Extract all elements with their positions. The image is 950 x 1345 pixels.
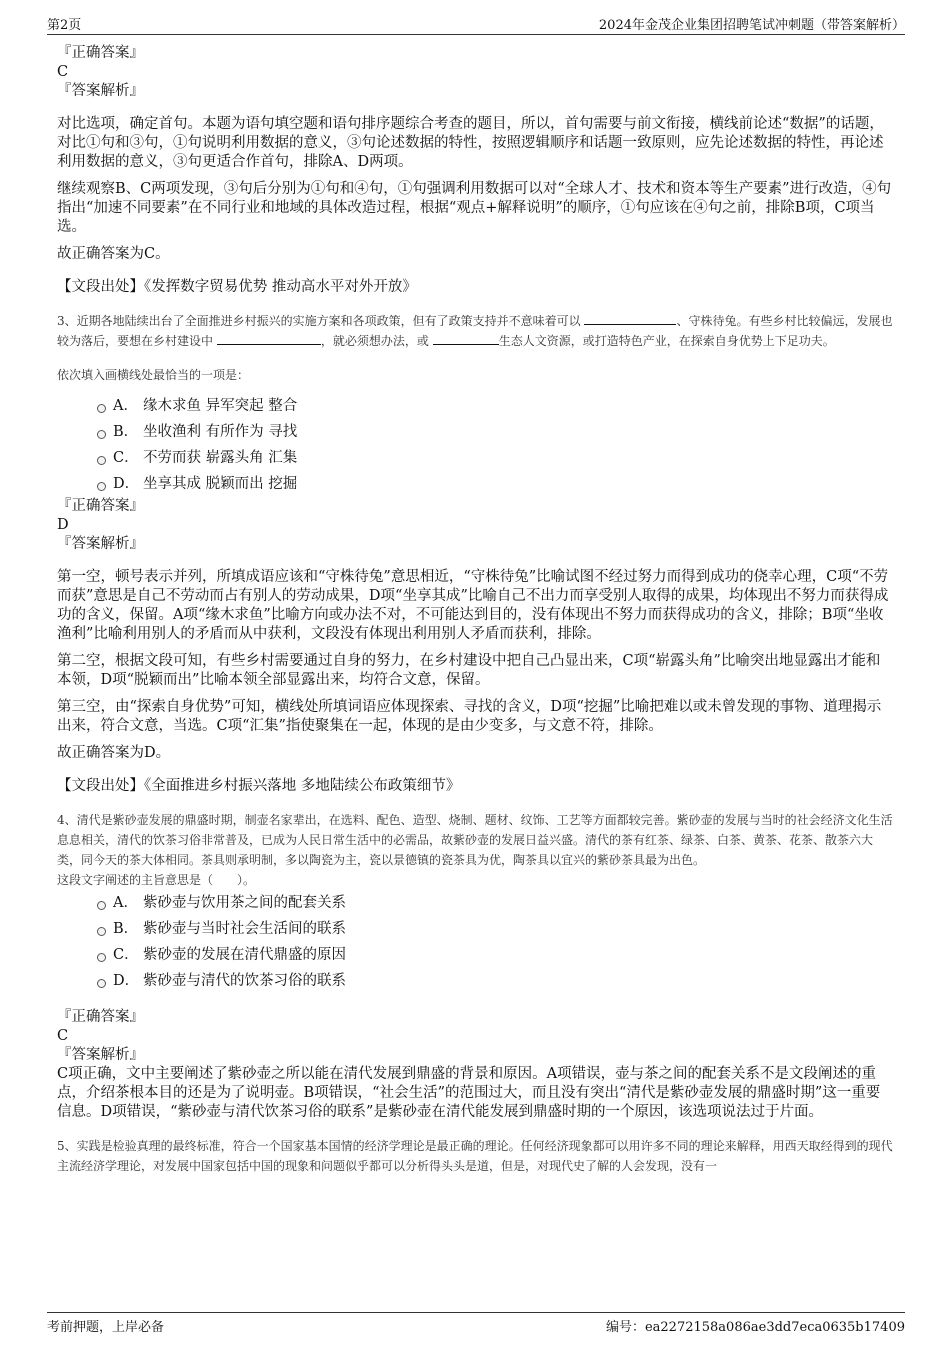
radio-button-icon[interactable] bbox=[97, 927, 106, 936]
document-id: 编号：ea2272158a086ae3dd7eca0635b17409 bbox=[605, 1320, 905, 1335]
analysis-label: 『答案解析』 bbox=[57, 536, 144, 552]
question-prompt: 依次填入画横线处最恰当的一项是： bbox=[57, 368, 250, 382]
analysis-paragraph: 继续观察B、C两项发现，③句后分别为①句和④句，①句强调利用数据可以对“全球人才、技术和资本等生产要素”进行改造，④句指出“加速不同要素”在不同行业和地域的具体改造过程，根据“观点+解释说明”的顺序，①句应该在④句之前，排除B项，C项当选。 bbox=[57, 181, 892, 235]
option-a[interactable]: A． 缘木求鱼 异军突起 整合 bbox=[57, 393, 893, 419]
option-b[interactable]: B． 坐收渔利 有所作为 寻找 bbox=[57, 419, 893, 445]
document-title: 2024年金茂企业集团招聘笔试冲刺题（带答案解析） bbox=[598, 18, 905, 33]
page-footer bbox=[47, 1312, 905, 1335]
radio-button-icon[interactable] bbox=[97, 404, 106, 413]
radio-button-icon[interactable] bbox=[97, 482, 106, 491]
option-a[interactable]: A． 紫砂壶与饮用茶之间的配套关系 bbox=[57, 890, 893, 916]
analysis-paragraph: 故正确答案为C。 bbox=[57, 246, 170, 262]
option-c[interactable]: C． 不劳而获 崭露头角 汇集 bbox=[57, 445, 893, 471]
analysis-paragraph: 第二空，根据文段可知，有些乡村需要通过自身的努力，在乡村建设中把自己凸显出来，C项“崭露头角”比喻突出地显露出才能和本领，D项“脱颖而出”比喻本领全部显露出来，均符合文意，保留。 bbox=[57, 653, 881, 688]
option-c[interactable]: C． 紫砂壶的发展在清代鼎盛的原因 bbox=[57, 942, 893, 968]
question-prompt: 这段文字阐述的主旨意思是（ ）。 bbox=[57, 873, 256, 887]
option-b[interactable]: B． 紫砂壶与当时社会生活间的联系 bbox=[57, 916, 893, 942]
page-header bbox=[47, 12, 905, 35]
source-citation: 【文段出处】《发挥数字贸易优势 推动高水平对外开放》 bbox=[57, 279, 417, 295]
page-content bbox=[57, 44, 893, 1176]
correct-answer: D bbox=[57, 517, 69, 533]
analysis-label: 『答案解析』 bbox=[57, 1047, 144, 1063]
radio-button-icon[interactable] bbox=[97, 953, 106, 962]
answer-label: 『正确答案』 bbox=[57, 1009, 144, 1025]
answer-label: 『正确答案』 bbox=[57, 498, 144, 514]
option-list bbox=[57, 890, 893, 994]
option-list bbox=[57, 393, 893, 497]
option-d[interactable]: D． 坐享其成 脱颖而出 挖掘 bbox=[57, 471, 893, 497]
page-number: 第2页 bbox=[47, 18, 82, 33]
footer-slogan: 考前押题，上岸必备 bbox=[47, 1320, 165, 1335]
radio-button-icon[interactable] bbox=[97, 901, 106, 910]
correct-answer: C bbox=[57, 64, 69, 80]
correct-answer: C bbox=[57, 1028, 69, 1044]
analysis-paragraph: C项正确，文中主要阐述了紫砂壶之所以能在清代发展到鼎盛的背景和原因。A项错误，壶与茶之间的配套关系不是文段阐述的重点，介绍茶根本目的还是为了说明壶。B项错误，“社会生活”的范围过大，而且没有突出“清代是紫砂壶发展的鼎盛时期”这一重要信息。D项错误，“紫砂壶与清代饮茶习俗的联系”是紫砂壶在清代能发展到鼎盛时期的一个原因，该选项说法过于片面。 bbox=[57, 1066, 881, 1120]
fill-blank bbox=[584, 312, 676, 325]
analysis-paragraph: 对比选项，确定首句。本题为语句填空题和语句排序题综合考查的题目，所以，首句需要与前文衔接，横线前论述“数据”的话题，对比①句和③句，①句说明利用数据的意义，③句论述数据的特性，按照逻辑顺序和话题一致原则，应先论述数据的特性，再论述利用数据的意义，③句更适合作首句，排除A、D两项。 bbox=[57, 116, 884, 170]
fill-blank bbox=[217, 332, 321, 345]
option-d[interactable]: D． 紫砂壶与清代的饮茶习俗的联系 bbox=[57, 968, 893, 994]
question-stem: 3、近期各地陆续出台了全面推进乡村振兴的实施方案和各项政策，但有了政策支持并不意味着可以 、守株待兔。有些乡村比较偏远，发展也较为落后，要想在乡村建设中 ，就必须想办法，或 生态人文资源，或打造特色产业，在探索自身优势上下足功夫。 bbox=[57, 314, 893, 348]
question-stem: 5、实践是检验真理的最终标准，符合一个国家基本国情的经济学理论是最正确的理论。任何经济现象都可以用许多不同的理论来解释，用西天取经得到的现代主流经济学理论，对发展中国家包括中国的现象和问题似乎都可以分析得头头是道，但是，对现代史了解的人会发现，没有一 bbox=[57, 1139, 893, 1173]
answer-label: 『正确答案』 bbox=[57, 45, 144, 61]
fill-blank bbox=[433, 332, 499, 345]
analysis-label: 『答案解析』 bbox=[57, 83, 144, 99]
radio-button-icon[interactable] bbox=[97, 430, 106, 439]
analysis-paragraph: 第一空，顿号表示并列，所填成语应该和“守株待兔”意思相近，“守株待兔”比喻试图不经过努力而得到成功的侥幸心理，C项“不劳而获”意思是自己不劳动而占有别人的劳动成果，D项“坐享其成”比喻自己不出力而享受别人取得的成果，均体现出不努力而获得成功的含义，保留。A项“缘木求鱼”比喻方向或办法不对，不可能达到目的，没有体现出不努力而获得成功的含义，排除；B项“坐收渔利”比喻利用别人的矛盾而从中获利，文段没有体现出利用别人矛盾而获利，排除。 bbox=[57, 569, 889, 642]
question-stem: 4、清代是紫砂壶发展的鼎盛时期，制壶名家辈出，在选料、配色、造型、烧制、题材、纹饰、工艺等方面都较完善。紫砂壶的发展与当时的社会经济文化生活息息相关，清代的饮茶习俗非常普及，已成为人民日常生活中的必需品，故紫砂壶的发展日益兴盛。清代的茶有红茶、绿茶、白茶、黄茶、花茶、散茶六大类，同今天的茶大体相同。茶具则承明制，多以陶瓷为主，瓷以景德镇的瓷茶具为优，陶茶具以宜兴的紫砂茶具最为出色。 bbox=[57, 813, 893, 867]
analysis-paragraph: 第三空，由“探索自身优势”可知，横线处所填词语应体现探索、寻找的含义，D项“挖掘”比喻把难以或未曾发现的事物、道理揭示出来，符合文意，当选。C项“汇集”指使聚集在一起，体现的是由少变多，与文意不符，排除。 bbox=[57, 699, 882, 734]
radio-button-icon[interactable] bbox=[97, 456, 106, 465]
source-citation: 【文段出处】《全面推进乡村振兴落地 多地陆续公布政策细节》 bbox=[57, 778, 461, 794]
analysis-paragraph: 故正确答案为D。 bbox=[57, 745, 171, 761]
radio-button-icon[interactable] bbox=[97, 979, 106, 988]
